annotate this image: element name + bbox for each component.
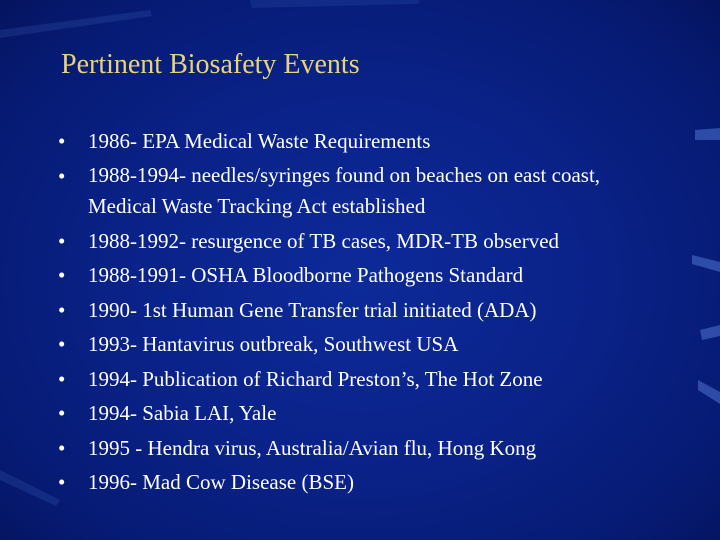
bullet-glyph: • bbox=[58, 228, 66, 253]
bullet-item bbox=[58, 159, 658, 224]
bullet-text: 1994- Publication of Richard Preston’s, The Hot Zone bbox=[88, 366, 543, 391]
streak-right-2 bbox=[692, 255, 720, 272]
bullet-glyph: • bbox=[58, 366, 66, 391]
bullet-item bbox=[58, 258, 658, 293]
bullet-item bbox=[58, 465, 658, 500]
streak-top-left bbox=[0, 10, 152, 38]
bullet-glyph: • bbox=[58, 435, 66, 460]
bullet-glyph: • bbox=[58, 401, 66, 425]
bullet-item bbox=[58, 124, 658, 159]
bullet-text: 1995 - Hendra virus, Australia/Avian flu, Hong Kong bbox=[88, 435, 537, 460]
streak-right-1 bbox=[695, 128, 720, 140]
bullet-glyph: • bbox=[58, 470, 66, 494]
streak-right-3 bbox=[700, 325, 720, 340]
bullet-glyph: • bbox=[58, 332, 66, 356]
bullet-glyph: • bbox=[58, 129, 66, 153]
bullet-item bbox=[58, 224, 658, 259]
slide-title: Pertinent Biosafety Events bbox=[61, 49, 360, 80]
bullet-glyph: • bbox=[58, 263, 66, 287]
bullet-item bbox=[58, 293, 658, 328]
bullet-text: 1988-1991- OSHA Bloodborne Pathogens Standard bbox=[88, 263, 524, 287]
bullet-item bbox=[58, 396, 658, 431]
bullet-text: 1988-1994- needles/syringes found on beaches on east coast, Medical Waste Tracking Act established bbox=[88, 162, 601, 218]
bullet-item bbox=[58, 362, 658, 397]
bullet-text: 1996- Mad Cow Disease (BSE) bbox=[88, 470, 354, 494]
bullet-text: 1993- Hantavirus outbreak, Southwest USA bbox=[88, 332, 459, 356]
streak-right-4 bbox=[698, 380, 720, 404]
bullet-glyph: • bbox=[58, 297, 66, 322]
bullet-text: 1990- 1st Human Gene Transfer trial initiated (ADA) bbox=[88, 297, 537, 322]
streak-top-mid bbox=[250, 0, 420, 8]
bullet-glyph: • bbox=[58, 163, 66, 188]
bullet-text: 1994- Sabia LAI, Yale bbox=[88, 401, 277, 425]
bullet-item bbox=[58, 431, 658, 466]
bullet-text: 1988-1992- resurgence of TB cases, MDR-TB observed bbox=[88, 228, 560, 253]
bullet-item bbox=[58, 327, 658, 362]
bullet-list bbox=[58, 124, 658, 500]
bullet-text: 1986- EPA Medical Waste Requirements bbox=[88, 129, 431, 153]
streak-bottom-left bbox=[0, 470, 60, 506]
